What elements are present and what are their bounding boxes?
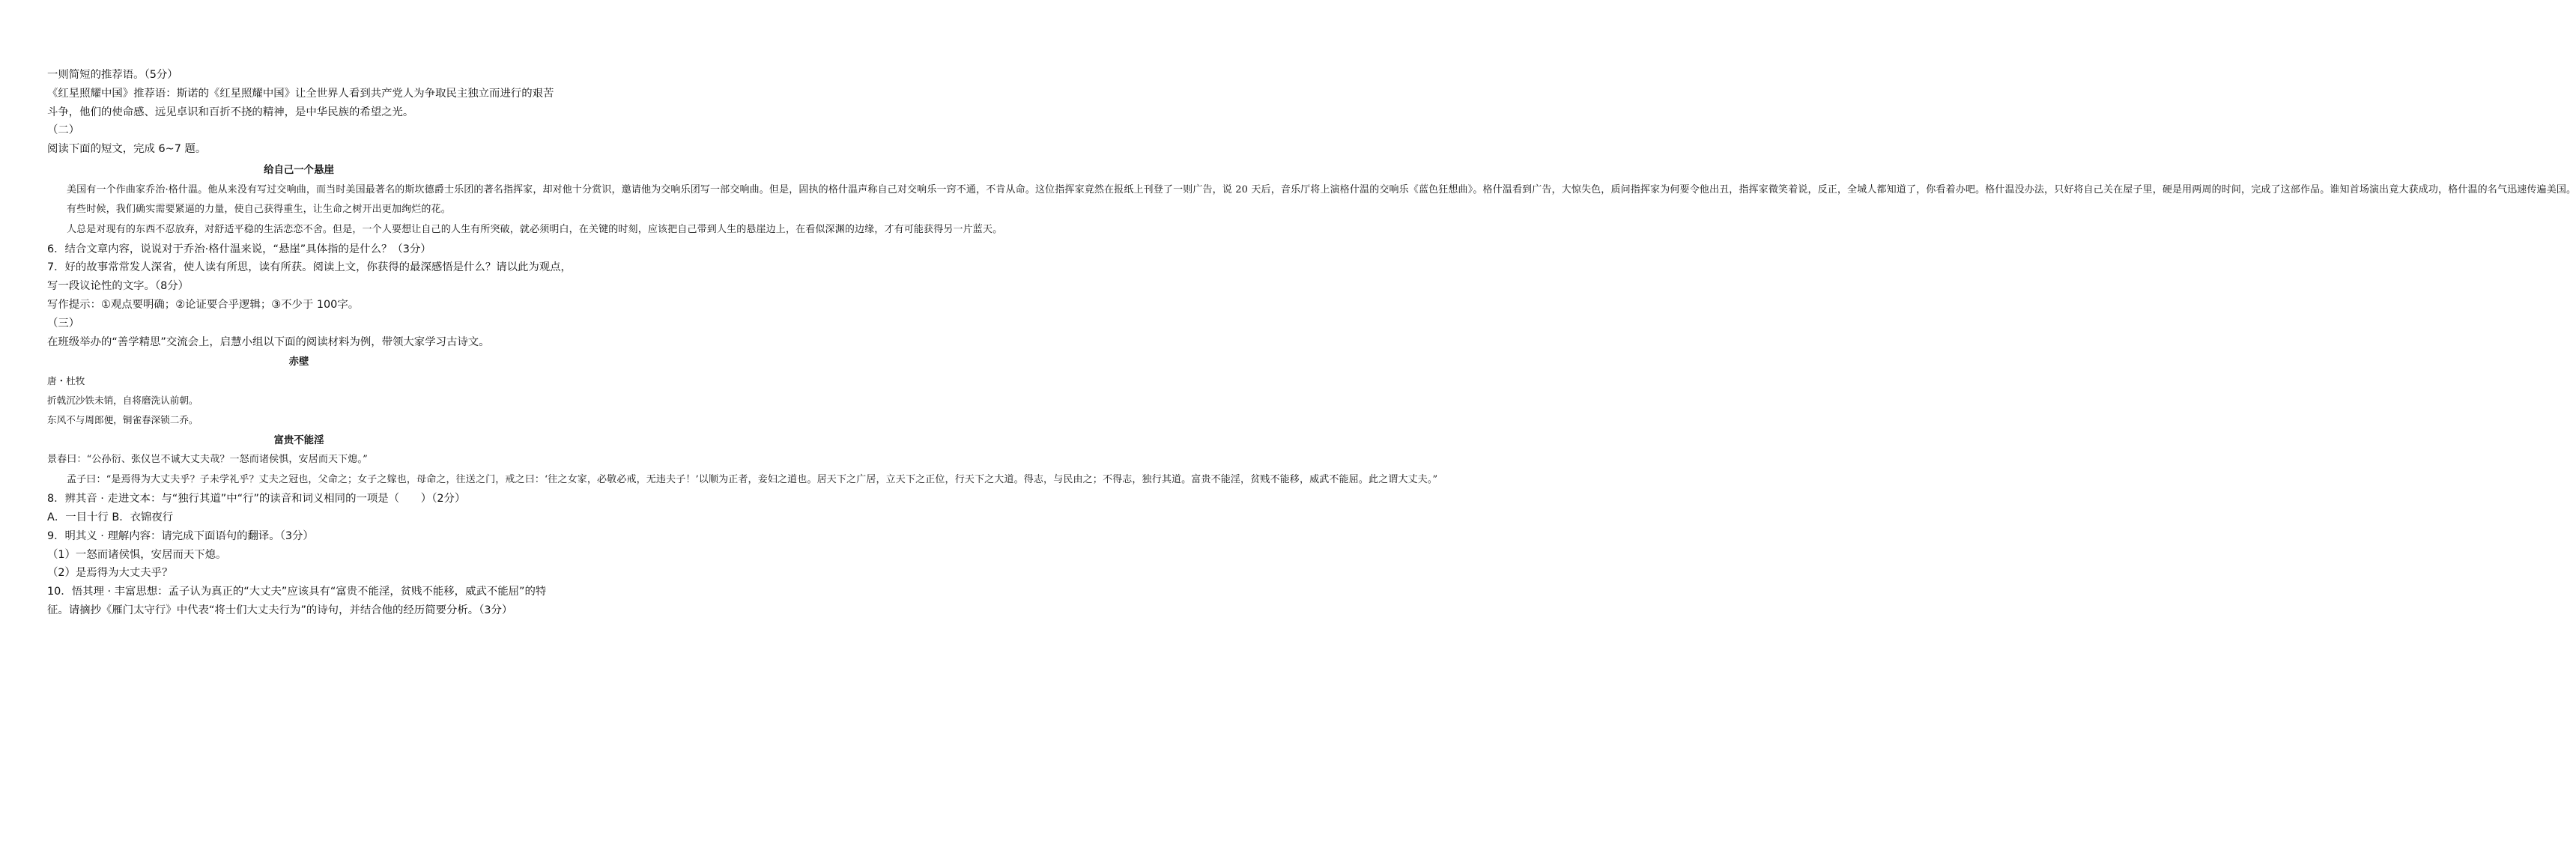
essay-paragraph-1: 美国有一个作曲家乔治·格什温。他从来没有写过交响曲，而当时美国最著名的斯坎德爵士乐团的著名指挥家，却对他十分赏识，邀请他为交响乐团写一部交响曲。但是，固执的格什温声称自己对交响乐一窍不通，不肯从命。这位指挥家竟然在报纸上刊登了一则广告，说 20 天后，音乐厅将上演格什温的交响乐《蓝色狂想曲》。格什温看到广告，大惊失色，质问指挥家为何要令他出丑，指挥家微笑着说，反正，全城人都知道了，你看着办吧。格什温没办法，只好将自己关在屋子里，硬是用两周的时间，完成了这部作品。谁知首场演出竟大获成功，格什温的名气迅速传遍美国。: [67, 183, 2576, 195]
poem-title: 赤壁: [288, 356, 309, 368]
question-10-line-1: 10．悟其理 · 丰富思想：孟子认为真正的“大丈夫”应该具有“富贵不能淫，贫贱不能移，威武不能屈”的特: [47, 586, 547, 598]
question-6: 6．结合文章内容，说说对于乔治·格什温来说，“悬崖”具体指的是什么？（3分）: [47, 243, 431, 255]
essay-body: [47, 180, 2576, 240]
question-10-line-2: 征。请摘抄《雁门太守行》中代表“将士们大丈夫行为”的诗句，并结合他的经历简要分析。（3分）: [47, 604, 513, 616]
question-9-item-2: （2）是焉得为大丈夫乎？: [47, 567, 173, 580]
question-7-line-1: 7．好的故事常常发人深省，使人读有所思，读有所获。阅读上文，你获得的最深感悟是什么？请以此为观点，: [47, 261, 572, 274]
section-2-intro: 阅读下面的短文，完成 6~7 题。: [47, 143, 207, 156]
classical-paragraph-1: 景春曰：“公孙衍、张仪岂不诚大丈夫哉？一怒而诸侯惧，安居而天下熄。”: [47, 453, 368, 465]
section-3-intro: 在班级举办的“善学精思”交流会上，启慧小组以下面的阅读材料为例，带领大家学习古诗文。: [47, 336, 490, 348]
essay-title: 给自己一个悬崖: [264, 163, 334, 176]
question-8: 8．辨其音 · 走进文本：与“独行其道”中“行”的读音和词义相同的一项是（ ）（2分）: [47, 493, 466, 505]
classical-paragraph-2: 孟子曰：“是焉得为大丈夫乎？子未学礼乎？丈夫之冠也，父命之；女子之嫁也，母命之，往送之门，戒之曰：‘往之女家，必敬必戒，无违夫子！’以顺为正者，妾妇之道也。居天下之广居，立天下之正位，行天下之大道。得志，与民由之；不得志，独行其道。富贵不能淫，贫贱不能移，威武不能屈。此之谓大丈夫。”: [67, 473, 1438, 485]
poem-author: 唐・杜牧: [47, 375, 85, 387]
poem-body: [47, 371, 551, 430]
question-7-line-2: 写一段议论性的文字。（8分）: [47, 280, 190, 293]
section-3-heading: （三）: [47, 317, 80, 330]
question-8-options: A．一目十行 B．衣锦夜行: [47, 511, 174, 523]
question-9: 9．明其义 · 理解内容：请完成下面语句的翻译。（3分）: [47, 529, 314, 542]
question-7-hint: 写作提示：①观点要明确；②论证要合乎逻辑；③不少于 100字。: [47, 298, 360, 311]
poem-line-1: 折戟沉沙铁未销，自将磨洗认前朝。: [47, 395, 198, 407]
poem-line-2: 东风不与周郎便，铜雀春深锁二乔。: [47, 414, 198, 426]
question-9-item-1: （1）一怒而诸侯惧，安居而天下熄。: [47, 548, 227, 561]
classical-text-title: 富贵不能淫: [273, 434, 324, 447]
section-2-heading: （二）: [47, 124, 80, 137]
recommendation-line-1: 《红星照耀中国》推荐语：斯诺的《红星照耀中国》让全世界人看到共产党人为争取民主独立而进行的艰苦: [47, 87, 554, 100]
recommendation-line-2: 斗争，他们的使命感、远见卓识和百折不挠的精神，是中华民族的希望之光。: [47, 106, 414, 118]
question-5-tail: 一则简短的推荐语。（5分）: [47, 69, 178, 81]
classical-text-body: [47, 450, 1438, 490]
page-content: [47, 66, 2576, 620]
essay-paragraph-3: 人总是对现有的东西不忍放弃，对舒适平稳的生活恋恋不舍。但是，一个人要想让自己的人生有所突破，就必须明白，在关键的时刻，应该把自己带到人生的悬崖边上，在看似深渊的边缘，才有可能获得另一片蓝天。: [67, 223, 1003, 235]
essay-paragraph-2: 有些时候，我们确实需要紧逼的力量，使自己获得重生，让生命之树开出更加绚烂的花。: [67, 204, 451, 216]
